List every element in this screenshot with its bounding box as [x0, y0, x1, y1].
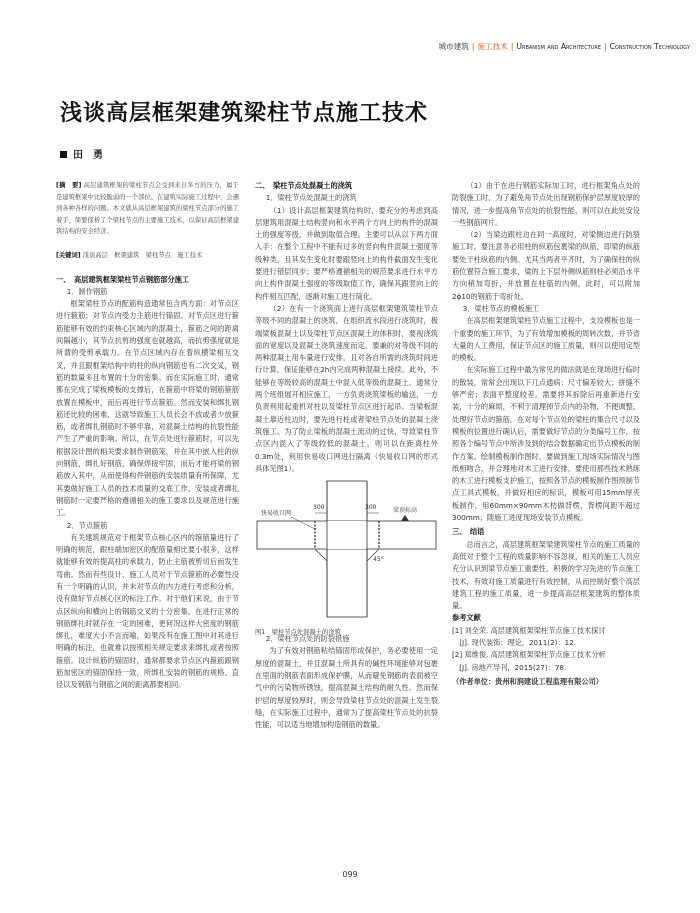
author-square-icon	[60, 151, 67, 158]
header-english-2: Construction Technology	[609, 42, 690, 51]
figure-label-left: 快易收口网	[261, 510, 292, 518]
article-title: 浅谈高层框架建筑梁柱节点施工技术	[60, 101, 429, 126]
body-paragraph: 框架梁柱节点的配筋构造通常包含两方面：对节点区进行箍筋；对节点内受力主筋进行锚固。对节点区进行箍筋能够有效的约束核心区域内的混凝土，箍筋之间的距离间隔越小，其节点抗剪的强度也就越高，而抗剪强度就是所谓的受剪承载力。在节点区域内存在着纵横梁相互交叉，并且跟框架结构中的柱的纵向钢筋也有二次交叉，钢筋的数量多且布置的十分的密集。而在实际施工时，通常都在完成了梁板模板的支撑后，在箍筋中将梁的钢筋箍筋放置在模板中，而后再进行节点箍筋。然而安装和绑扎钢筋还比较的困难，这就导致施工人员长会不放或者少放箍筋，或者绑扎钢筋时不够牢靠，对混凝土结构的抗裂性能产生了严重的影响。所以，在节点处进行箍筋时，可以先根据设计图的相关要求制作钢筋笼，并在其中嵌入柱的纵向钢筋，绑扎好钢筋，确保焊接牢固，而后才能将梁的钢筋放入其中，从而使得构件钢筋的安装质量有所保障，尤其要做好施工人员的技术质量的交底工作，安装或者绑扎钢筋时一定要严格的遵循相关的施工要求以及规范进行施工。	[56, 299, 239, 518]
keywords-text: 浅谈高层 框架建筑 梁柱节点 施工技术	[82, 251, 203, 259]
author-line	[60, 146, 103, 161]
subsection-heading: 1．制作钢筋	[66, 286, 108, 296]
abstract	[56, 180, 239, 238]
column-3	[452, 180, 640, 688]
body-paragraph: 总而言之，高层建筑框架梁建筑梁柱节点的施工质量的高低对于整个工程的质量影响不容忽视，相关的施工人员应充分认识到梁节点施工重要性，积极的学习先进的节点施工技术，有效对施工质量进行有效控制，从而控制好整个高层建筑工程的施工质量，进一步提高高层框架建筑的整体质量。	[452, 539, 640, 611]
header-english-1: Urbanism and Architecture	[516, 42, 602, 51]
section-heading-3: 三、 结语	[452, 527, 485, 537]
keywords	[56, 250, 239, 262]
header-separator: |	[471, 42, 475, 51]
subsection-heading: 1．梁柱节点处混凝土的浇筑	[265, 193, 357, 203]
body-paragraph: （1）由于在进行钢筋实际加工时，进行框架角点处的防裂施工时，为了避免角节点处出现钢筋保护层厚度较厚的情况，进一步提高角节点处的抗裂性能，则可以在此处安设一些钢筋网片。	[452, 181, 640, 227]
level-marker-icon	[401, 515, 409, 521]
author-name: 田 勇	[73, 150, 103, 161]
header-category-tech: 施工技术	[477, 42, 508, 51]
slope-line-left	[315, 549, 327, 561]
keywords-label: [关键词]	[56, 251, 81, 259]
author-affiliation: （作者单位：贵州和润建设工程监理有限公司）	[452, 676, 603, 686]
figure-caption: 图1 梁柱节点处混凝土的浇筑	[255, 629, 341, 637]
page-number: 099	[342, 870, 358, 879]
dimension-right: 300	[365, 504, 377, 512]
reference-item: [2] 郑维俊. 高层建筑框架梁柱节点施工技术分析	[452, 650, 606, 660]
reference-item-cont: [J]. 房地产导刊，2015(27)：78.	[459, 662, 567, 672]
body-paragraph: （2）当梁边跟柱边在同一高度时，对梁侧边进行防裂施工时，要注意务必用柱的纵筋包裹梁的纵筋，即梁的纵筋要处于柱纵筋的内侧。尤其当两者平齐时，为了确保柱的纵筋位置符合施工要求，梁的上下层外侧纵筋则柱必须沿水平方向稍加弯折，并放置在柱筋的内侧，此时，可以附加2ϕ10的钢筋于弯折处。	[452, 230, 640, 301]
reference-item-cont: [J]. 现代装饰：理论，2011(2)：12.	[459, 637, 577, 647]
angle-label: 45°	[373, 556, 384, 564]
figure-label-right: 梁顶标高	[393, 507, 418, 515]
reference-item: [1] 刘全荣. 高层建筑框架梁柱节点施工技术探讨	[452, 625, 606, 635]
abstract-text: 高层建筑框架的梁柱节点会受到来自多方的压力，属于是建筑框架中比较脆弱的一个部位。在建筑实际施工过程中，会遇到各种各样的问题。本文就从高层框架建筑的梁柱节点部分的施工着手，简要探析了个梁柱节点的主要施工技术，以保证高层框架建筑结构的安全经济。	[56, 182, 239, 236]
body-paragraph: 为了有效对钢筋粘结锚固形成保护，务必要使用一定厚度的混凝土，并且混凝土所具有的碱性环境能够对包裹在里面的钢筋表面形成保护膜，从而避免钢筋的表面被空气中的污染物所锈蚀，提高混凝土结构的耐久性。然而保护层的厚度较厚时，则会导致梁柱节点处的混凝土发生裂缝，在实际施工过程中，通常为了提高梁柱节点处的抗裂性能，可以适当地增加构造钢筋的数量。	[255, 646, 438, 730]
subsection-heading: 2．梁柱节点处的防裂措施	[265, 634, 350, 644]
figure-1	[255, 479, 438, 637]
body-paragraph: 有关建筑规范对于框架节点核心区内的箍筋量进行了明确的规范，跟柱端加密区的配筋量相比要小很多，这样就能够有效的提高柱的承载力，防止主筋被剪切后而发生弯曲。然而有些设计、施工人员对于节点箍筋的必要性没有一个明确的认识，并未对节点的内力进行考虑和分析，没有做好节点核心区的标注工作。对于他们来说，由于节点区纵向和横向上的钢筋交叉的十分密集，在进行正常的钢筋绑扎时就存在一定的困难，更何况这样大密度的钢筋绑扎，难度大小不言而喻，如果没有在施工图中对其进行明确的标注，也就难以按照相关规定要求来绑扎或者按照箍筋。设计纵筋的锚固时，通常都要求节点区内箍筋跟钢筋加密区的锚固保持一致，所绑扎安装的钢筋的规格、直径以及钢筋与钢筋之间的距离都要相同。	[56, 532, 239, 690]
column-1	[56, 180, 239, 692]
abstract-label: [摘 要]	[56, 182, 82, 189]
beam-column-joint-diagram	[255, 479, 438, 619]
section-heading-1: 一、 高层建筑框架梁柱节点钢筋部分施工	[56, 274, 189, 284]
body-paragraph: （2）在有一个浇筑面上进行高层框架建筑梁柱节点等级不同的混凝土的浇筑，在组织流水段进行浇筑时，极端梁板混凝土以及梁柱节点区混凝土的体积时，要视浇筑面的宽度以及混凝土浇筑速度而定，要兼的对等级不同的两种混凝土用车量进行安排，且对各自所需的浇筑时间进行计算，保证能够在2h内完成两种混凝土接续。此外，不能够在等级较高的混凝土中混入低等级的混凝土。通常分两个班组展开相应施工，一方负责浇筑梁板的输送，一方负责利用起重机对柱以及梁柱节点区进行起吊。当梁板混凝土靠近柱边时，要先进行柱或者梁柱节点处的混凝土浇筑施工。为了防止梁板的混凝土流动的过快，导致梁柱节点区内混入了等级较低的混凝土，则可以在距离柱外0.3m处，利用快易收口网进行隔离（快易收口网的形式具体见图1）。	[255, 303, 438, 473]
section-heading-2: 二、 梁柱节点处混凝土的浇筑	[255, 181, 353, 190]
references	[452, 612, 640, 688]
subsection-heading: 3．梁柱节点的模板施工	[462, 303, 540, 313]
header-separator: |	[604, 42, 607, 51]
body-paragraph: 在高层框架建筑梁柱节点施工过程中，支设模板也是一个重要的施工环节，为了有效增加模板的周转次数，并节省大量的人工费用，保证节点区的施工质量，则可以使用定型的模板。	[452, 316, 640, 363]
header-separator: |	[510, 42, 514, 51]
running-header	[320, 41, 690, 55]
header-category-city: 城市建筑	[438, 42, 469, 51]
column-2	[255, 180, 438, 732]
body-paragraph: （1）设计高层框架建筑结构时，要充分的考虑到高层建筑用混凝土结构竖向和水平两个方向上的构件的混凝土的强度等级，并做到取值合理。主要可以从以下两方面入手：在整个工程中不能有过多的竖向构件混凝土强度等级种类，且其发生变化时要跟竖向上的构件截面发生变化要进行错层同步；要严格遵循相关的规范要求进行水平方向上构件混凝土强度的等级取值工作，确保其跟竖向上的构件相互匹配，逐渐对施工进行简化。	[255, 205, 438, 301]
subsection-heading: 2．节点箍筋	[66, 520, 108, 530]
body-paragraph: 在实际施工过程中最为常见的做法就是在现场进行临时的散装，常常会出现以下几点通病：尺寸偏差较大；拼缝不够严密；表面平整度较差。需要将其拆除后再重新进行安装，十分的麻烦，不利于清理掉节点内的杂物，不便调整、处理好节点的箍筋。在对每个节点处的梁柱的集合尺寸以及模板的位置进行确认后，需要做好节点的分类编号工作，按照各个编号节点中所涉及到的结合数据确定出节点模板的制作方案。绘制模板制作图时，要做到施工现场实际情况与图纸相吻合，并合理地对木工进行安排，要使用那些技术熟练的木工进行模板支护施工，按照各节点的模板制作图预制节点工具式模板，并做好相应的标识，模板可用15mm厚夹板制作，用60mm×90mm木枋做背楞，背楞间距不超过300mm；随施工进度现场安装节点模板。	[452, 365, 640, 523]
dimension-left: 300	[313, 504, 325, 512]
references-title: 参考文献	[452, 613, 481, 623]
